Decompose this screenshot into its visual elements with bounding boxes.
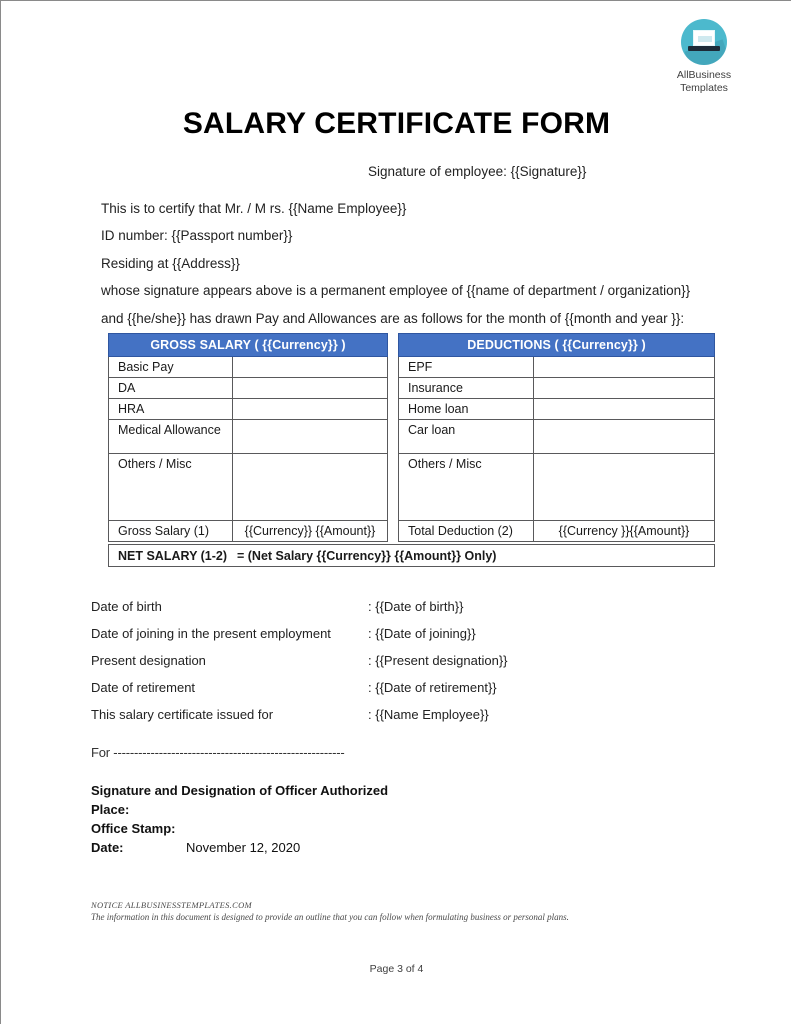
salary-tables (108, 333, 715, 567)
detail-label: Date of retirement (91, 680, 196, 695)
deduction-row-value[interactable] (534, 378, 715, 399)
deduction-row-label: Home loan (399, 399, 534, 420)
detail-value: : {{Present designation}} (368, 653, 508, 668)
net-salary-row (108, 544, 715, 567)
place-label: Place: (91, 802, 130, 817)
deduction-row-label: Car loan (399, 420, 534, 454)
gross-row-label: Others / Misc (109, 454, 233, 521)
brand-logo (645, 19, 763, 95)
detail-value: : {{Date of retirement}} (368, 680, 497, 695)
gross-total-value: {{Currency}} {{Amount}} (233, 521, 388, 542)
deduction-row-label: EPF (399, 357, 534, 378)
gross-salary-table (108, 333, 388, 542)
gross-total-label: Gross Salary (1) (109, 521, 233, 542)
deduction-total-label: Total Deduction (2) (399, 521, 534, 542)
date-row (91, 838, 388, 857)
page-title: SALARY CERTIFICATE FORM (182, 107, 611, 140)
gross-row-label: Medical Allowance (109, 420, 233, 454)
deduction-total-row (399, 521, 715, 542)
laptop-icon (681, 19, 727, 65)
deduction-row-value[interactable] (534, 454, 715, 521)
table-row (399, 399, 715, 420)
deduction-row-label: Insurance (399, 378, 534, 399)
detail-value: : {{Date of birth}} (368, 599, 464, 614)
table-row (399, 357, 715, 378)
residing-at-paragraph: Residing at {{Address}} (101, 256, 240, 271)
detail-label: This salary certificate issued for (91, 707, 274, 722)
for-signature-line: For -------------------------------------------------------- (91, 745, 345, 760)
deductions-header: DEDUCTIONS ( {{Currency}} ) (399, 334, 715, 357)
table-row (109, 420, 388, 454)
gross-row-label: Basic Pay (109, 357, 233, 378)
logo-text-line2: Templates (680, 82, 728, 95)
certify-paragraph: This is to certify that Mr. / M rs. {{Name Employee}} (101, 201, 407, 216)
detail-row-present-designation (91, 653, 651, 680)
detail-label: Present designation (91, 653, 206, 668)
notice-text: The information in this document is designed to provide an outline that you can follow when formulating business or personal plans. (91, 912, 569, 922)
table-row (399, 420, 715, 454)
gross-row-value[interactable] (233, 454, 388, 521)
table-row (109, 378, 388, 399)
table-row (109, 454, 388, 521)
employee-details (91, 599, 651, 734)
table-row (109, 399, 388, 420)
logo-text-line1: AllBusiness (676, 69, 732, 81)
detail-row-issued-for (91, 707, 651, 734)
officer-signature-block (91, 781, 388, 857)
gross-row-value[interactable] (233, 357, 388, 378)
detail-value: : {{Date of joining}} (368, 626, 476, 641)
laptop-base-shape (688, 46, 720, 51)
gross-total-row (109, 521, 388, 542)
deductions-table (398, 333, 715, 542)
employment-paragraph: whose signature appears above is a permanent employee of {{name of department / organization}} (101, 283, 691, 298)
deduction-row-label: Others / Misc (399, 454, 534, 521)
notice-block (91, 900, 569, 922)
gross-row-label: HRA (109, 399, 233, 420)
allowances-paragraph: and {{he/she}} has drawn Pay and Allowances are as follows for the month of {{month and year }}: (101, 311, 685, 326)
detail-row-date-of-birth (91, 599, 651, 626)
net-salary-label: NET SALARY (1-2) (118, 548, 228, 563)
deduction-row-value[interactable] (534, 357, 715, 378)
employee-signature-line: Signature of employee: {{Signature}} (368, 164, 587, 179)
date-label: Date: (91, 840, 124, 855)
gross-row-value[interactable] (233, 399, 388, 420)
laptop-screen-shape (693, 30, 715, 46)
deduction-total-value: {{Currency }}{{Amount}} (534, 521, 715, 542)
date-value: November 12, 2020 (186, 840, 301, 855)
gross-row-label: DA (109, 378, 233, 399)
gross-row-value[interactable] (233, 420, 388, 454)
net-salary-value: = (Net Salary {{Currency}} {{Amount}} Only) (237, 548, 497, 563)
notice-heading: NOTICE ALLBUSINESSTEMPLATES.COM (91, 900, 252, 910)
detail-row-date-of-retirement (91, 680, 651, 707)
table-row (109, 357, 388, 378)
detail-label: Date of joining in the present employment (91, 626, 331, 641)
detail-label: Date of birth (91, 599, 162, 614)
detail-row-date-of-joining (91, 626, 651, 653)
deduction-row-value[interactable] (534, 399, 715, 420)
deduction-row-value[interactable] (534, 420, 715, 454)
table-row (399, 454, 715, 521)
officer-designation-label: Signature and Designation of Officer Authorized (91, 783, 389, 798)
gross-salary-header: GROSS SALARY ( {{Currency}} ) (109, 334, 388, 357)
table-row (399, 378, 715, 399)
detail-value: : {{Name Employee}} (368, 707, 489, 722)
id-number-paragraph: ID number: {{Passport number}} (101, 228, 293, 243)
office-stamp-label: Office Stamp: (91, 821, 176, 836)
gross-row-value[interactable] (233, 378, 388, 399)
page-number: Page 3 of 4 (369, 963, 424, 975)
